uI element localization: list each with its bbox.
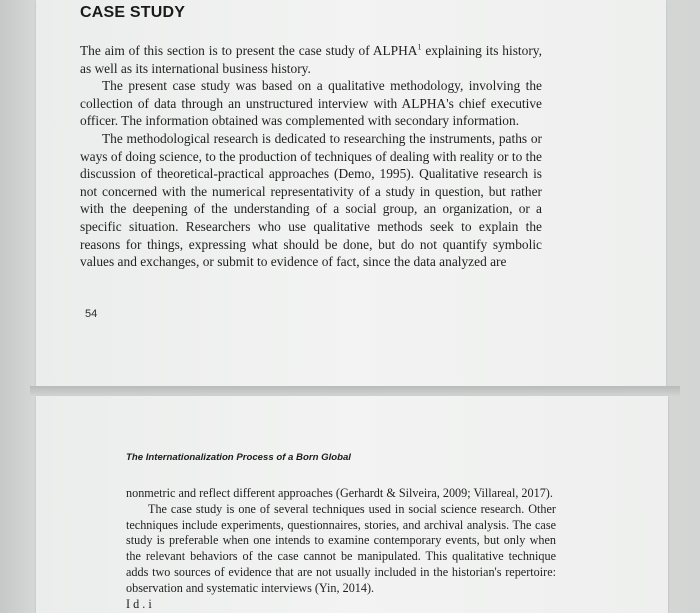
page-number: 54 xyxy=(85,308,98,320)
upper-body-text xyxy=(80,42,542,271)
paragraph-aim-text-cont: explaining its history, as well as its international business history. xyxy=(80,43,542,76)
page-gap-shadow xyxy=(30,386,680,396)
paragraph-aim xyxy=(80,42,542,77)
paragraph-nonmetric: nonmetric and reflect different approaches (Gerhardt & Silveira, 2009; Villareal, 2017). xyxy=(126,486,553,500)
running-head: The Internationalization Process of a Born Global xyxy=(126,452,351,463)
paragraph-aim-text: The aim of this section is to present the case study of ALPHA xyxy=(80,43,418,58)
section-heading: CASE STUDY xyxy=(80,4,186,21)
footnote-marker: 1 xyxy=(417,42,422,52)
cutoff-line: I d . i xyxy=(126,596,152,611)
paragraph-case-study-technique: The case study is one of several techniques used in social science research. Other techniques include experiments, questionnaires, stories, and archival analysis. The case study is preferable when one intends to examine contemporary events, but only when the relevant behaviors of the case cannot be manipulated. This qualitative technique adds two sources of evidence that are not usually included in the historian's repertoire: observation and systematic interviews (Yin, 2014). xyxy=(126,501,556,595)
lower-body-text xyxy=(126,486,556,612)
lower-page-content xyxy=(36,396,668,613)
paragraph-methodological-research: The methodological research is dedicated to researching the instruments, paths or ways of doing science, to the production of techniques of dealing with reality or to the discussion of theoretical-practical approaches (Demo, 1995). Qualitative research is not concerned with the numerical representativity of a study in question, but rather with the deepening of the understanding of a social group, an organization, or a specific situation. Researchers who use qualitative methods seek to explain the reasons for things, expressing what should be done, but do not quantify symbolic values and exchanges, or submit to evidence of fact, since the data analyzed are xyxy=(80,130,542,270)
paragraph-methodology: The present case study was based on a qualitative methodology, involving the collection of data through an unstructured interview with ALPHA's chief executive officer. The information obtained was complemented with secondary information. xyxy=(80,78,542,129)
